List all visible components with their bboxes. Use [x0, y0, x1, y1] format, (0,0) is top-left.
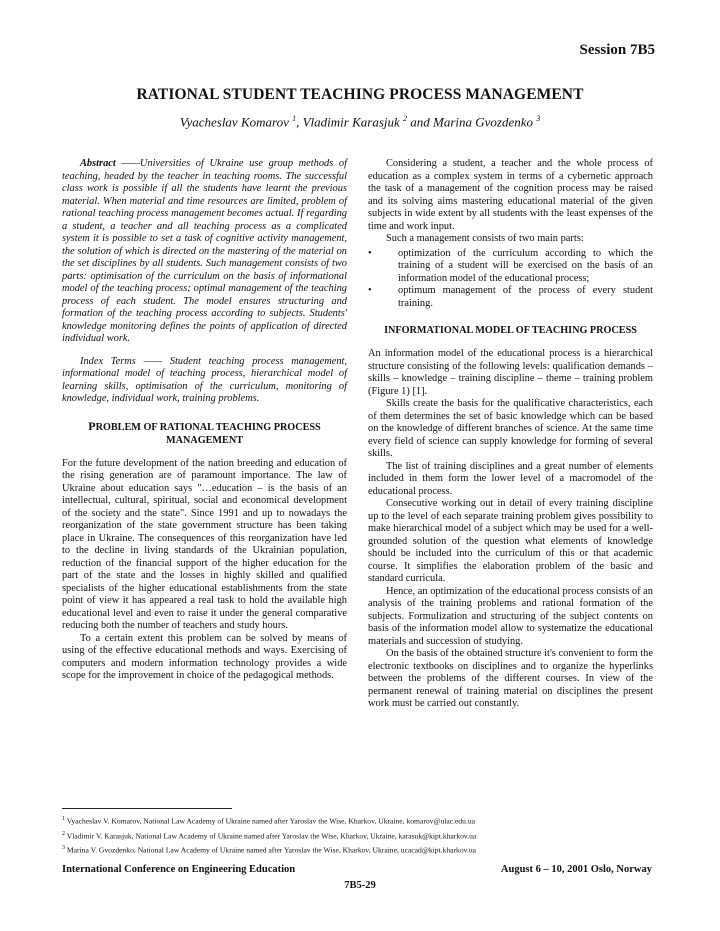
author-name: Vyacheslav Komarov	[179, 114, 289, 130]
footnotes	[62, 813, 662, 857]
bullet-icon: •	[368, 285, 372, 296]
footnote	[62, 842, 662, 857]
page-number: 7B5-29	[344, 880, 376, 891]
heading-line2: MANAGEMENT	[166, 434, 243, 446]
bullet-list	[368, 248, 653, 311]
author-separator: and	[407, 114, 434, 130]
heading-initial: P	[88, 418, 96, 433]
footnote	[62, 828, 662, 843]
list-item-text: optimization of the curriculum according to which the training of a student will be exercised on the basis of an information model of the educational process;	[398, 247, 653, 284]
author-footnote-mark: 2	[403, 114, 408, 123]
paragraph: For the future development of the nation breeding and education of the rising generation are of paramount importance. The law of Ukraine about education says "…education – is the basis of an intellectual, cultural, spiritual, social and economical development of the society and the state". Since 1991 and up to nowadays the reorganization of the state government structure has been taking place in Ukraine. The consequences of this reorganization have led to the decline in living standards of the Ukrainian population, reduction of the financial support of the higher education for the part of the state and the losses in highly skilled and qualified specialists of the higher educational establishments from the state point of view it has appeared a real task to hold the available high educational level and even to raise it under the general comparative reducing both the number of teachers and study hours.	[62, 457, 347, 631]
heading-rest: ROBLEM OF RATIONAL TEACHING PROCESS	[95, 421, 321, 433]
index-terms-label: Index Terms	[80, 355, 136, 367]
author-line	[0, 114, 720, 130]
paragraph: Hence, an optimization of the educational process consists of an analysis of the training problems and rational formation of the subjects. Formulization and structuring of the subject contents on basis of the information model allow to systematize the educational materials and succession of studying.	[368, 585, 653, 647]
footnote-mark: 2	[62, 830, 65, 837]
paragraph: Consecutive working out in detail of every training discipline up to the level of each separate training problem gives possibility to make hierarchical model of a subject which may be used for a well-grounded solution of the question what elements of knowledge should be included into the curriculum of this or that academic course. It simplifies the elaboration problem of the basic and standard curricula.	[368, 498, 653, 584]
author-name: Marina Gvozdenko	[433, 114, 534, 130]
session-label: Session 7B5	[579, 42, 655, 58]
abstract-text: Universities of Ukraine use group methods of teaching, headed by the teacher in teaching rooms. The successful class work is possible if all the students have learnt the previous material. When material and time resources are limited, problem of rational teaching process management becomes actual. If regarding a student, a teacher and all teaching process as a complicated system it is possible to set a task of cognitive activity management, the solution of which is directed on the mastering of the material on the set disciplines by all students. Such management consists of two parts: optimisation of the curriculum on the basis of informational model of the teaching process; optimal management of the teaching process of each student. The model ensures structuring and formation of the teaching process according to subjects. Students' knowledge monitoring defines the points of application of directed individual work.	[62, 158, 348, 344]
author-separator: ,	[296, 114, 303, 130]
conference-date-place: August 6 – 10, 2001 Oslo, Norway	[500, 864, 652, 875]
paragraph: Such a management consists of two main parts:	[386, 233, 584, 244]
author-name: Vladimir Karasjuk	[302, 114, 400, 130]
abstract-dash: ——	[115, 158, 140, 169]
paragraph: On the basis of the obtained structure it's convenient to form the electronic textbooks on disciplines and to organize the hyperlinks between the problems of the different courses. In view of the permanent renewal of training material on disciplines the present work must be carried out constantly.	[368, 648, 653, 709]
list-item	[368, 285, 653, 310]
left-column	[62, 158, 347, 683]
paper-title: RATIONAL STUDENT TEACHING PROCESS MANAGEMENT	[136, 86, 584, 103]
paragraph: The list of training disciplines and a great number of elements included in them form the lower level of a macromodel of the educational process.	[368, 460, 653, 497]
author-footnote-mark: 3	[536, 114, 541, 123]
author-footnote-mark: 1	[292, 114, 297, 123]
list-item-text: optimum management of the process of every student training.	[398, 285, 653, 309]
footnote-text: Vyacheslav V. Komarov, National Law Academy of Ukraine named after Yaroslav the Wise, Kharkov, Ukraine, komarov@ulac.edu.ua	[66, 816, 476, 826]
section-heading-problem	[62, 420, 347, 447]
index-terms-text: Student teaching process management, informational model of teaching process, hierarchical model of learning skills, optimisation of the curriculum, monitoring of knowledge, individual work, training problems.	[62, 355, 347, 404]
footnote-text: Vladimir V. Karasjuk, National Law Academy of Ukraine named after Yaroslav the Wise, Kharkov, Ukraine, karasuk@kipt.kharkov.ua	[66, 831, 477, 841]
footnote-text: Marina V. Gvozdenko, National Law Academy of Ukraine named after Yaroslav the Wise, Kharkov, Ukraine, ucacad@kipt.kharkov.ua	[66, 845, 477, 855]
bullet-icon: •	[368, 247, 372, 259]
paragraph: Skills create the basis for the qualificative characteristics, each of them determines the set of basic knowledge which can be based on the knowledge of different branches of science. At the same time every field of science can supply knowledge for forming of several skills.	[368, 398, 653, 459]
footnote-divider	[62, 808, 232, 809]
index-terms-dash: ——	[135, 355, 170, 367]
paragraph: An information model of the educational process is a hierarchical structure consisting of the following levels: qualification demands – skills – knowledge – training discipline – theme – training problem (Figure 1) [1].	[368, 348, 653, 397]
abstract	[62, 158, 347, 346]
abstract-label: Abstract	[80, 158, 116, 169]
paragraph: To a certain extent this problem can be solved by means of using of the effective educational methods and ways. Exercising of computers and modern information technology provides a wide scope for the improvement in choice of the pedagogical methods.	[62, 632, 347, 681]
conference-name: International Conference on Engineering Education	[62, 864, 296, 875]
footnote-mark: 1	[62, 816, 65, 822]
footnote-mark: 3	[62, 845, 65, 852]
paragraph: Considering a student, a teacher and the whole process of education as a complex system in terms of a cybernetic approach the task of a management of the cognition process may be raised and its solving aims mastering educational material of the given subjects in wide extent by all students with the least expenses of the time and work input.	[368, 158, 653, 232]
footnote	[62, 813, 662, 828]
section-heading-model: INFORMATIONAL MODEL OF TEACHING PROCESS	[384, 325, 637, 336]
index-terms	[62, 356, 347, 406]
right-column	[368, 158, 653, 711]
list-item	[368, 248, 653, 286]
